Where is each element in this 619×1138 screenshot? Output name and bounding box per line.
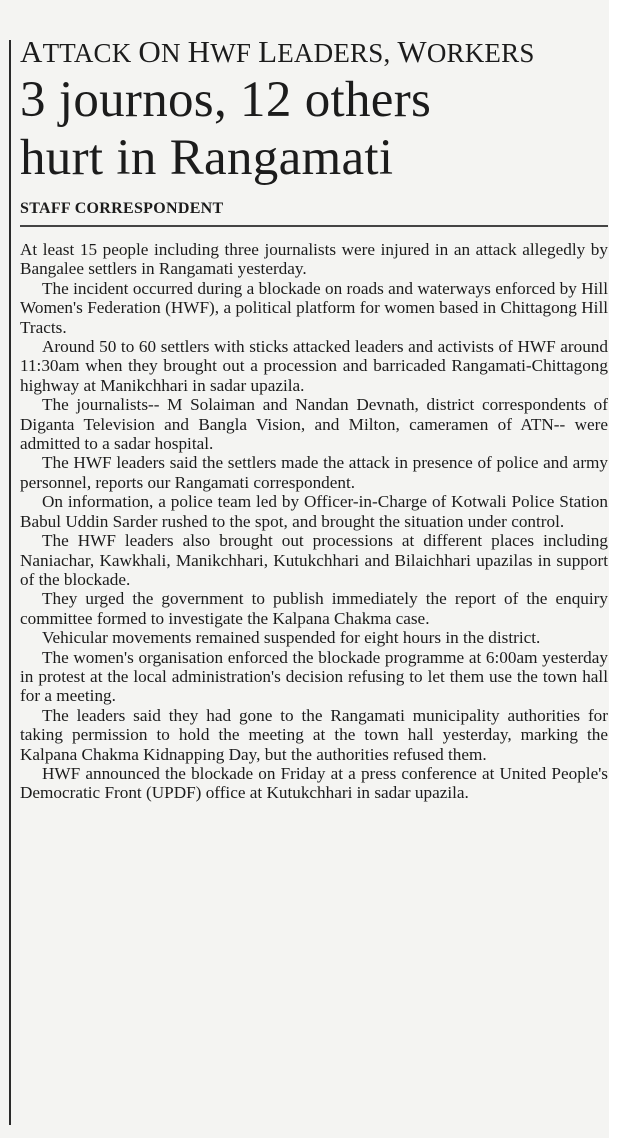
byline: STAFF CORRESPONDENT — [20, 200, 224, 217]
paragraph: On information, a police team led by Officer-in-Charge of Kotwali Police Station Babul Uddin Sarder rushed to the spot, and brought the situation under control. — [20, 492, 608, 531]
paragraph: Around 50 to 60 settlers with sticks attacked leaders and activists of HWF around 11:30am when they brought out a procession and barricaded Rangamati-Chittagong highway at Manikchhari in sadar upazila. — [20, 337, 608, 395]
paragraph: The incident occurred during a blockade on roads and waterways enforced by Hill Women's Federation (HWF), a political platform for women based in Chittagong Hill Tracts. — [20, 278, 608, 337]
headline-line-1: 3 journos, 12 others — [20, 72, 432, 128]
paragraph: At least 15 people including three journalists were injured in an attack allegedly by Bangalee settlers in Rangamati yesterday. — [20, 240, 608, 279]
article — [20, 36, 608, 803]
paragraph: The HWF leaders said the settlers made the attack in presence of police and army personnel, reports our Rangamati correspondent. — [20, 453, 608, 492]
paragraph: The women's organisation enforced the blockade programme at 6:00am yesterday in protest at the local administration's decision refusing to let them use the town hall for a meeting. — [20, 647, 608, 706]
paragraph: The HWF leaders also brought out processions at different places including Naniachar, Kawkhali, Manikchhari, Kutukchhari and Bilaichhari upazilas in support of the blockade. — [20, 531, 608, 589]
byline-divider — [20, 225, 608, 227]
article-body — [20, 240, 608, 803]
paragraph: Vehicular movements remained suspended for eight hours in the district. — [42, 628, 541, 648]
headline — [20, 71, 608, 187]
column-rule — [9, 40, 11, 1125]
headline-line-2: hurt in Rangamati — [20, 130, 394, 186]
paragraph: The leaders said they had gone to the Rangamati municipality authorities for taking permission to hold the meeting at the town hall yesterday, marking the Kalpana Chakma Kidnapping Day, but the authorities refused them. — [20, 705, 608, 764]
paragraph: HWF announced the blockade on Friday at a press conference at United People's Democratic Front (UPDF) office at Kutukchhari in sadar upazila. — [20, 763, 608, 803]
kicker: ATTACK ON HWF LEADERS, WORKERS — [20, 34, 535, 69]
paragraph: They urged the government to publish immediately the report of the enquiry committee formed to investigate the Kalpana Chakma case. — [20, 589, 608, 628]
page-margin — [609, 0, 619, 1138]
paragraph: The journalists-- M Solaiman and Nandan Devnath, district correspondents of Diganta Television and Bangla Vision, and Milton, cameramen of ATN-- were admitted to a sadar hospital. — [20, 395, 608, 454]
